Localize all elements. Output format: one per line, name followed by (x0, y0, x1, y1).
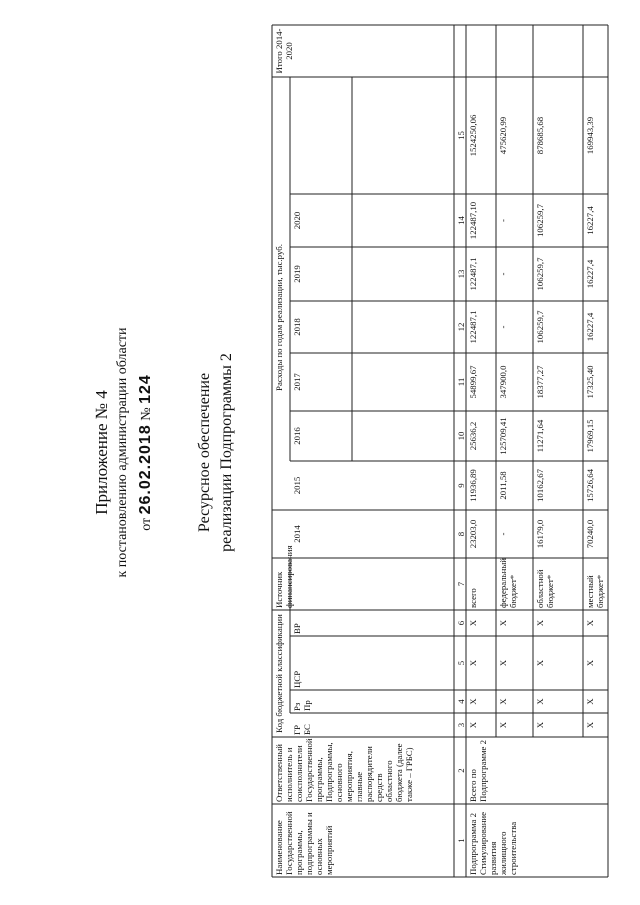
code-cell: X (535, 721, 545, 729)
code-cell: X (498, 698, 508, 705)
code-cell: X (468, 721, 478, 729)
value-cell: 16227,4 (585, 206, 595, 235)
value-cell: 169943,39 (585, 116, 595, 155)
code-cell: X (535, 698, 545, 705)
year-header-2015: 2015 (292, 476, 302, 495)
annex-label: Приложение № 4 (92, 390, 111, 515)
col-rzpr-header: Рз Пр (292, 700, 312, 711)
source-cell: местный бюджет* (585, 574, 605, 608)
value-cell: 122487,1 (468, 310, 478, 344)
col-grbs-header: ГР БС (292, 724, 312, 735)
col-number-5: 5 (456, 660, 466, 666)
date-prefix: от (139, 517, 154, 531)
code-cell: X (585, 619, 595, 627)
document-number: 124 (137, 374, 154, 404)
col-number-9: 9 (456, 483, 466, 488)
code-cell: X (498, 659, 508, 667)
value-cell: 122487,10 (468, 201, 478, 240)
col-csr-header: ЦСР (292, 670, 302, 688)
col-number-7: 7 (456, 581, 466, 587)
document-date: 26.02.2018 (137, 424, 154, 515)
code-cell: X (585, 698, 595, 705)
col-number-14: 14 (456, 216, 466, 225)
year-header-2019: 2019 (292, 265, 302, 283)
value-cell: - (498, 219, 508, 222)
col-total-header: Итого 2014-2020 (274, 28, 294, 74)
code-cell: X (498, 721, 508, 729)
source-cell: всего (468, 588, 478, 608)
col-vr-header: ВР (292, 623, 302, 634)
year-header-2017: 2017 (292, 373, 302, 391)
value-cell: 878685,68 (535, 116, 545, 155)
col-number-13: 13 (456, 269, 466, 279)
value-cell: - (498, 272, 508, 276)
value-cell: 25636,2 (468, 421, 478, 451)
value-cell: 475620,99 (498, 116, 508, 155)
value-cell: 347900,0 (498, 365, 508, 399)
doc-title-line-1: Ресурсное обеспечение (196, 372, 213, 533)
source-cell: федеральный бюджет* (498, 558, 518, 608)
value-cell: 54899,67 (468, 365, 478, 399)
col-number-10: 10 (456, 431, 466, 441)
value-cell: 106259,7 (535, 310, 545, 344)
col-name-header: Наименование Государственной программы, подпрограммы и основных мероприятий (274, 811, 334, 875)
responsible-cell: Всего по Подпрограмме 2 (468, 739, 488, 802)
col-number-1: 1 (456, 838, 466, 843)
year-header-2020: 2020 (292, 211, 302, 230)
col-number-15: 15 (456, 131, 466, 140)
value-cell: 2011,58 (498, 471, 508, 500)
year-header-2016: 2016 (292, 427, 302, 445)
col-expenses-header: Расходы по годам реализации, тыс.руб. (274, 244, 284, 391)
value-cell: - (498, 325, 508, 329)
year-header-2014: 2014 (292, 525, 302, 543)
value-cell: 1524250,06 (468, 114, 478, 157)
col-number-3: 3 (456, 722, 466, 728)
value-cell: 11271,64 (535, 419, 545, 453)
value-cell: 70240,0 (585, 519, 595, 549)
code-cell: X (535, 659, 545, 667)
col-number-11: 11 (456, 377, 466, 387)
value-cell: 18377,27 (535, 365, 545, 399)
code-cell: X (498, 619, 508, 627)
value-cell: 16227,4 (585, 312, 595, 342)
value-cell: 15726,64 (585, 469, 595, 502)
value-cell: 106259,7 (535, 257, 545, 291)
year-header-2018: 2018 (292, 318, 302, 336)
code-cell: X (535, 619, 545, 627)
col-responsible-header: Ответственный исполнитель и соисполнители Государственной программы, Подпрограммы, основного мероприятия, главные распорядители средств областного бюджета (далее также – ГРБС) (274, 738, 414, 802)
col-number-6: 6 (456, 620, 466, 626)
value-cell: 10162,67 (535, 469, 545, 502)
value-cell: 122487,1 (468, 257, 478, 291)
value-cell: 17969,15 (585, 419, 595, 453)
value-cell: 106259,7 (535, 204, 545, 237)
program-name-cell: Подпрограмма 2 Стимулирование развития жилищного строительства (468, 811, 518, 875)
code-cell: X (585, 721, 595, 729)
col-budget-code-header: Код бюджетной классификации (274, 614, 284, 733)
code-cell: X (468, 619, 478, 627)
value-cell: 16179,0 (535, 519, 545, 549)
doc-title-line-2: реализации Подпрограммы 2 (218, 353, 235, 552)
col-number-8: 8 (456, 531, 466, 537)
code-cell: X (468, 659, 478, 667)
number-sign: № (139, 407, 154, 421)
col-source-header: Источник финансирования (274, 545, 294, 608)
col-number-4: 4 (456, 699, 466, 704)
source-cell: областной бюджет* (535, 569, 555, 608)
col-number-2: 2 (456, 768, 466, 773)
value-cell: - (498, 532, 508, 536)
value-cell: 23203,0 (468, 519, 478, 549)
code-cell: X (585, 659, 595, 667)
value-cell: 11936,89 (468, 469, 478, 502)
code-cell: X (468, 698, 478, 705)
resolution-text: к постановлению администрации области (115, 327, 130, 578)
col-number-12: 12 (456, 322, 466, 332)
value-cell: 17325,40 (585, 365, 595, 399)
value-cell: 125709,41 (498, 417, 508, 455)
value-cell: 16227,4 (585, 259, 595, 289)
